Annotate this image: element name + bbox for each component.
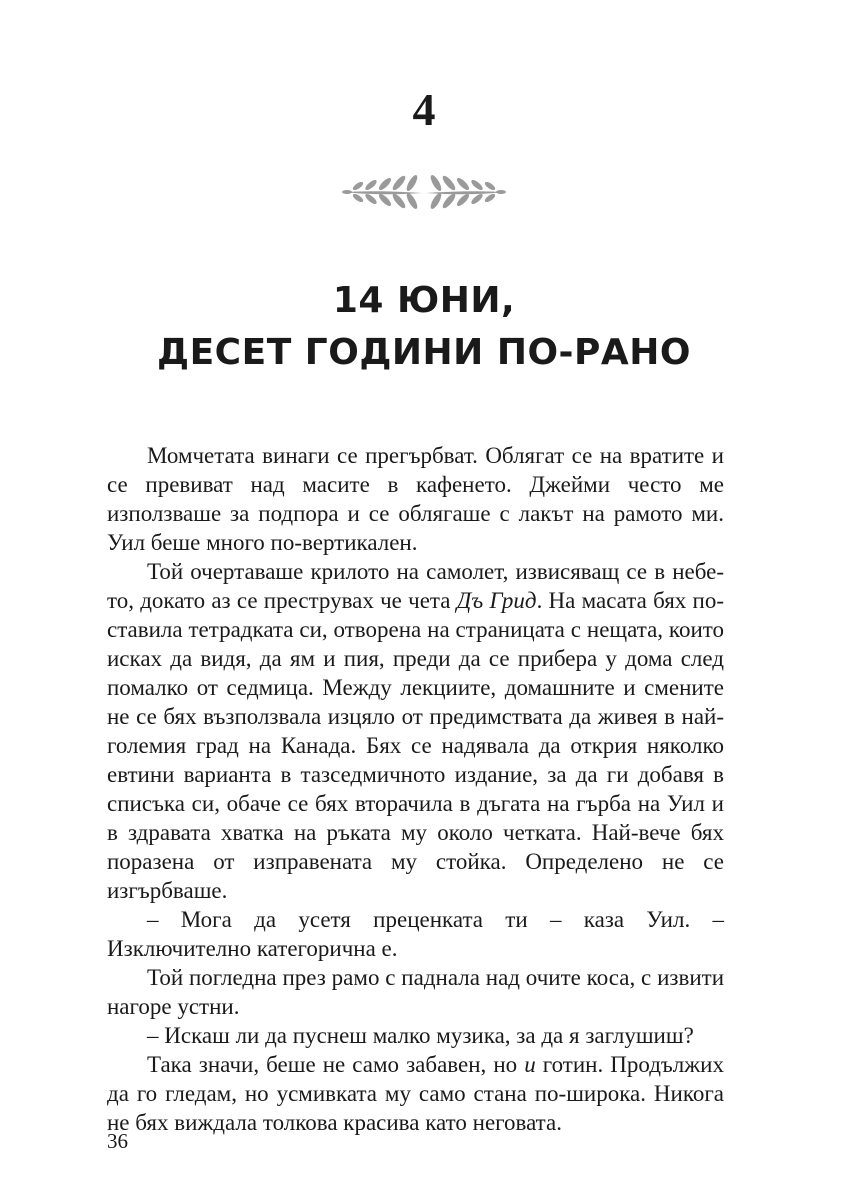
- chapter-title-line-1: 14 ЮНИ,: [332, 280, 516, 321]
- laurel-ornament-icon: [338, 168, 510, 214]
- body-text: [107, 441, 724, 1137]
- chapter-title-line-2: ДЕСЕТ ГОДИНИ ПО-РАНО: [157, 332, 691, 373]
- paragraph-text: готин. Продължих да го гледам, но усмивката му само стана по-широка. Никога не бях виждала толкова красива като неговата.: [107, 1052, 724, 1135]
- paragraph-text: Така значи, беше не само забавен, но: [147, 1052, 525, 1077]
- chapter-title: [0, 275, 848, 379]
- paragraph-text: Момчетата винаги се прегърбват. Облягат се на вратите и се превиват над масите в кафенето. Джейми често ме използваше за подпора и се облягаше с лакът на рамото ми. Уил беше много по-вертикален.: [107, 443, 724, 555]
- paragraph-text: Той погледна през рамо с паднала над очите коса, с извити нагоре устни.: [107, 965, 724, 1019]
- paragraph-1: [107, 441, 724, 557]
- book-title-italic: Дъ Грид: [456, 588, 537, 613]
- chapter-number: 4: [412, 84, 436, 135]
- paragraph-text: . На масата бях поставила тетрадката си, отворена на страницата с нещата, които исках да видя, да ям и пия, преди да се прибера у дома след помалко от седмица. Между лекциите, домашните и смените не се бях възползвала изцяло от предимствата да живея в най-големия град на Канада. Бях се надявала да открия няколко евтини варианта в тазседмичното издание, за да ги добавя в списъка си, обаче се бях вторачила в дъгата на гърба на Уил и в здравата хватка на ръката му около четката. Най-вече бях поразена от изправената му стойка. Определено не се изгърбваше.: [107, 588, 724, 903]
- paragraph-6: [107, 1050, 724, 1137]
- paragraph-text: – Искаш ли да пуснеш малко музика, за да я заглушиш?: [147, 1023, 694, 1048]
- paragraph-2: [107, 557, 724, 905]
- paragraph-text: – Мога да усетя преценката ти – каза Уил. – Изключително категорична е.: [107, 907, 724, 961]
- page-number: 36: [107, 1129, 128, 1153]
- paragraph-3-dialogue: [107, 905, 724, 963]
- paragraph-text: Той очертаваше крилото на самолет, извисяващ се в небето, докато аз се преструвах че чета: [107, 559, 724, 613]
- emphasis-italic: и: [524, 1052, 536, 1077]
- paragraph-4: [107, 963, 724, 1021]
- paragraph-5-dialogue: [107, 1021, 724, 1050]
